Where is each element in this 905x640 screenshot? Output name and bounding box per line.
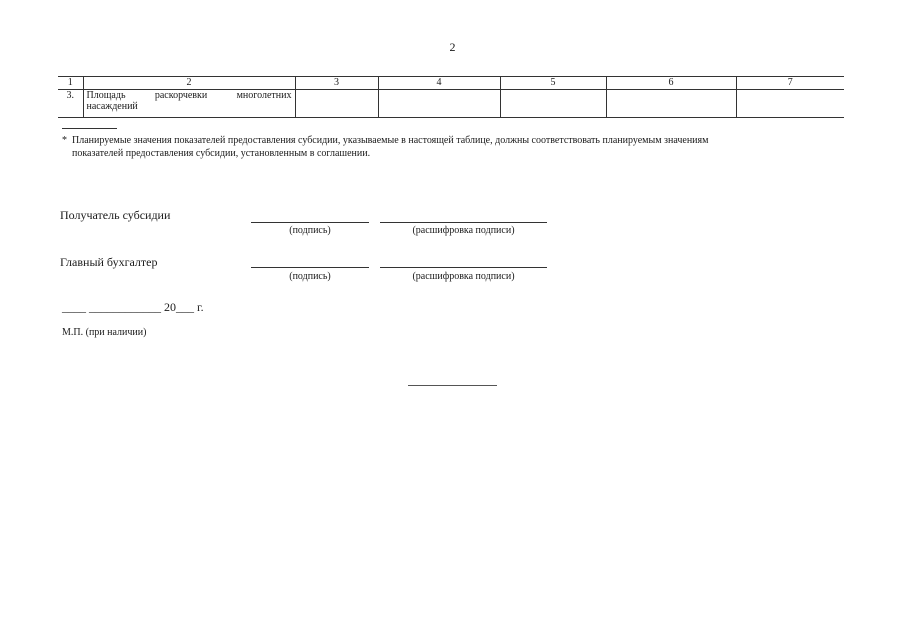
row-value-cell xyxy=(736,90,844,118)
end-divider xyxy=(408,385,497,386)
header-cell-7: 7 xyxy=(736,77,844,90)
footnote-divider xyxy=(62,128,117,129)
header-cell-5: 5 xyxy=(500,77,606,90)
table-header-row xyxy=(58,77,844,90)
row-value-cell xyxy=(500,90,606,118)
accountant-decoding-line[interactable] xyxy=(380,267,547,268)
indicators-table xyxy=(58,76,844,118)
row-indicator-name: Площадь раскорчевки многолетних насаждений xyxy=(83,90,295,118)
accountant-label: Главный бухгалтер xyxy=(60,255,158,269)
date-line: ____ ____________ 20___ г. xyxy=(62,300,204,314)
row-number: 3. xyxy=(58,90,83,118)
accountant-signature-caption: (подпись) xyxy=(289,271,331,282)
stamp-note: М.П. (при наличии) xyxy=(62,327,147,338)
footnote-marker: * xyxy=(62,135,67,146)
header-cell-6: 6 xyxy=(606,77,736,90)
header-cell-4: 4 xyxy=(378,77,500,90)
recipient-signature-caption: (подпись) xyxy=(289,225,331,236)
row-value-cell xyxy=(606,90,736,118)
recipient-decoding-caption: (расшифровка подписи) xyxy=(412,225,515,236)
recipient-decoding-line[interactable] xyxy=(380,222,547,223)
header-cell-2: 2 xyxy=(83,77,295,90)
footnote-text: Планируемые значения показателей предоставления субсидии, указываемые в настоящей таблице, должны соответствовать планируемым значениям xyxy=(72,135,709,146)
accountant-decoding-caption: (расшифровка подписи) xyxy=(412,271,515,282)
recipient-label: Получатель субсидии xyxy=(60,208,171,222)
row-value-cell xyxy=(378,90,500,118)
header-cell-3: 3 xyxy=(295,77,378,90)
header-cell-1: 1 xyxy=(58,77,83,90)
table-row xyxy=(58,90,844,118)
accountant-signature-line[interactable] xyxy=(251,267,369,268)
footnote xyxy=(62,134,844,160)
row-value-cell xyxy=(295,90,378,118)
footnote-text-continued: показателей предоставления субсидии, установленным в соглашении. xyxy=(72,148,371,159)
page-number: 2 xyxy=(449,40,456,54)
recipient-signature-line[interactable] xyxy=(251,222,369,223)
